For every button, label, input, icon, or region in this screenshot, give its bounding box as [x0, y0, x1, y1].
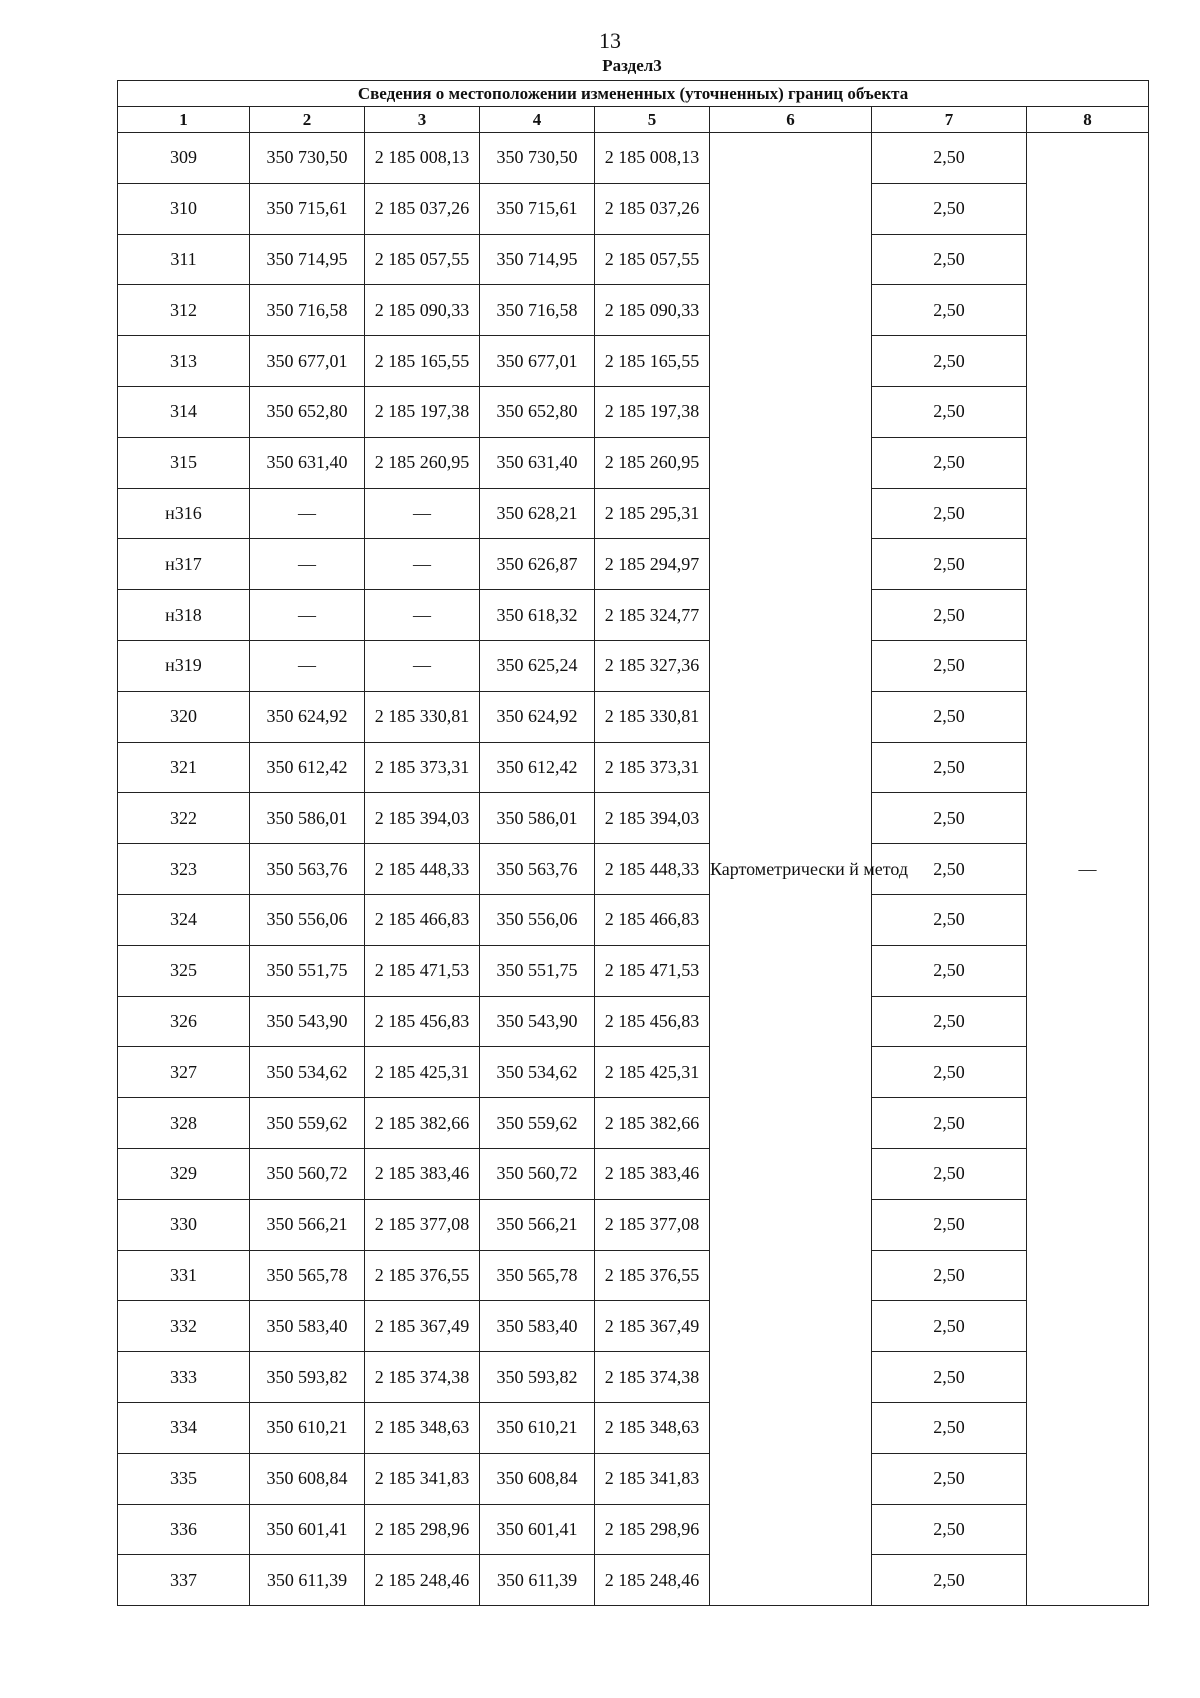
new-x-cell: 350 565,78	[480, 1250, 595, 1301]
new-y-cell: 2 185 394,03	[595, 793, 710, 844]
point-number-cell: 328	[118, 1098, 250, 1149]
old-x-cell: 350 611,39	[250, 1555, 365, 1606]
new-x-cell: 350 601,41	[480, 1504, 595, 1555]
new-x-cell: 350 583,40	[480, 1301, 595, 1352]
new-x-cell: 350 586,01	[480, 793, 595, 844]
old-y-cell: 2 185 383,46	[365, 1148, 480, 1199]
accuracy-cell: 2,50	[872, 234, 1027, 285]
new-x-cell: 350 563,76	[480, 844, 595, 895]
old-x-cell: —	[250, 590, 365, 641]
table-row	[118, 1402, 1149, 1453]
new-y-cell: 2 185 383,46	[595, 1148, 710, 1199]
old-x-cell: 350 534,62	[250, 1047, 365, 1098]
new-y-cell: 2 185 373,31	[595, 742, 710, 793]
new-x-cell: 350 560,72	[480, 1148, 595, 1199]
new-y-cell: 2 185 327,36	[595, 640, 710, 691]
old-y-cell: 2 185 374,38	[365, 1352, 480, 1403]
point-number-cell: 326	[118, 996, 250, 1047]
accuracy-cell: 2,50	[872, 1402, 1027, 1453]
accuracy-cell: 2,50	[872, 133, 1027, 184]
table-row	[118, 640, 1149, 691]
accuracy-cell: 2,50	[872, 742, 1027, 793]
old-y-cell: 2 185 341,83	[365, 1453, 480, 1504]
new-x-cell: 350 534,62	[480, 1047, 595, 1098]
point-number-cell: 336	[118, 1504, 250, 1555]
point-number-cell: н318	[118, 590, 250, 641]
old-x-cell: —	[250, 640, 365, 691]
point-number-cell: 332	[118, 1301, 250, 1352]
new-x-cell: 350 716,58	[480, 285, 595, 336]
point-number-cell: 323	[118, 844, 250, 895]
new-x-cell: 350 631,40	[480, 437, 595, 488]
table-row	[118, 437, 1149, 488]
old-y-cell: —	[365, 488, 480, 539]
section-title: Раздел3	[602, 56, 662, 75]
old-x-cell: 350 560,72	[250, 1148, 365, 1199]
table-row	[118, 1301, 1149, 1352]
new-y-cell: 2 185 165,55	[595, 336, 710, 387]
old-x-cell: 350 563,76	[250, 844, 365, 895]
accuracy-cell: 2,50	[872, 1352, 1027, 1403]
point-number-cell: 312	[118, 285, 250, 336]
new-x-cell: 350 715,61	[480, 183, 595, 234]
old-x-cell: 350 559,62	[250, 1098, 365, 1149]
old-x-cell: 350 714,95	[250, 234, 365, 285]
old-y-cell: 2 185 260,95	[365, 437, 480, 488]
description-cell: —	[1027, 133, 1149, 1606]
accuracy-cell: 2,50	[872, 1301, 1027, 1352]
old-y-cell: 2 185 367,49	[365, 1301, 480, 1352]
old-x-cell: 350 612,42	[250, 742, 365, 793]
column-number: 5	[595, 107, 710, 133]
new-y-cell: 2 185 197,38	[595, 386, 710, 437]
new-y-cell: 2 185 294,97	[595, 539, 710, 590]
point-number-cell: 331	[118, 1250, 250, 1301]
old-y-cell: 2 185 008,13	[365, 133, 480, 184]
old-y-cell: —	[365, 640, 480, 691]
table-caption-row	[118, 81, 1149, 107]
column-number: 7	[872, 107, 1027, 133]
point-number-cell: 335	[118, 1453, 250, 1504]
new-y-cell: 2 185 057,55	[595, 234, 710, 285]
old-x-cell: 350 677,01	[250, 336, 365, 387]
new-y-cell: 2 185 456,83	[595, 996, 710, 1047]
old-y-cell: 2 185 394,03	[365, 793, 480, 844]
point-number-cell: 333	[118, 1352, 250, 1403]
table-row	[118, 996, 1149, 1047]
new-x-cell: 350 556,06	[480, 894, 595, 945]
new-x-cell: 350 543,90	[480, 996, 595, 1047]
new-x-cell: 350 730,50	[480, 133, 595, 184]
accuracy-cell: 2,50	[872, 1555, 1027, 1606]
table-row	[118, 1148, 1149, 1199]
new-y-cell: 2 185 374,38	[595, 1352, 710, 1403]
accuracy-cell: 2,50	[872, 336, 1027, 387]
column-number-row	[118, 107, 1149, 133]
old-x-cell: 350 715,61	[250, 183, 365, 234]
table-row	[118, 488, 1149, 539]
old-y-cell: 2 185 197,38	[365, 386, 480, 437]
new-x-cell: 350 618,32	[480, 590, 595, 641]
point-number-cell: 325	[118, 945, 250, 996]
new-x-cell: 350 628,21	[480, 488, 595, 539]
table-row	[118, 1555, 1149, 1606]
new-x-cell: 350 566,21	[480, 1199, 595, 1250]
new-y-cell: 2 185 376,55	[595, 1250, 710, 1301]
old-y-cell: 2 185 471,53	[365, 945, 480, 996]
old-y-cell: 2 185 330,81	[365, 691, 480, 742]
page-number: 13	[599, 28, 621, 53]
new-y-cell: 2 185 466,83	[595, 894, 710, 945]
old-x-cell: 350 730,50	[250, 133, 365, 184]
accuracy-cell: 2,50	[872, 894, 1027, 945]
old-x-cell: —	[250, 488, 365, 539]
new-x-cell: 350 610,21	[480, 1402, 595, 1453]
old-y-cell: 2 185 090,33	[365, 285, 480, 336]
new-y-cell: 2 185 295,31	[595, 488, 710, 539]
old-y-cell: 2 185 376,55	[365, 1250, 480, 1301]
new-x-cell: 350 626,87	[480, 539, 595, 590]
table-row	[118, 1453, 1149, 1504]
column-number: 4	[480, 107, 595, 133]
old-y-cell: 2 185 248,46	[365, 1555, 480, 1606]
new-x-cell: 350 559,62	[480, 1098, 595, 1149]
new-x-cell: 350 551,75	[480, 945, 595, 996]
table-row	[118, 1047, 1149, 1098]
table-row	[118, 234, 1149, 285]
table-row	[118, 539, 1149, 590]
new-x-cell: 350 714,95	[480, 234, 595, 285]
new-y-cell: 2 185 248,46	[595, 1555, 710, 1606]
accuracy-cell: 2,50	[872, 437, 1027, 488]
table-row	[118, 1504, 1149, 1555]
column-number: 2	[250, 107, 365, 133]
accuracy-cell: 2,50	[872, 1098, 1027, 1149]
point-number-cell: н319	[118, 640, 250, 691]
point-number-cell: 320	[118, 691, 250, 742]
accuracy-cell: 2,50	[872, 1453, 1027, 1504]
point-number-cell: 314	[118, 386, 250, 437]
accuracy-cell: 2,50	[872, 1148, 1027, 1199]
point-number-cell: 337	[118, 1555, 250, 1606]
old-x-cell: —	[250, 539, 365, 590]
accuracy-cell: 2,50	[872, 539, 1027, 590]
new-x-cell: 350 608,84	[480, 1453, 595, 1504]
old-y-cell: 2 185 348,63	[365, 1402, 480, 1453]
new-y-cell: 2 185 448,33	[595, 844, 710, 895]
accuracy-cell: 2,50	[872, 945, 1027, 996]
new-y-cell: 2 185 090,33	[595, 285, 710, 336]
table-row	[118, 386, 1149, 437]
new-y-cell: 2 185 330,81	[595, 691, 710, 742]
old-x-cell: 350 593,82	[250, 1352, 365, 1403]
accuracy-cell: 2,50	[872, 386, 1027, 437]
new-x-cell: 350 611,39	[480, 1555, 595, 1606]
new-x-cell: 350 677,01	[480, 336, 595, 387]
point-number-cell: 313	[118, 336, 250, 387]
old-x-cell: 350 565,78	[250, 1250, 365, 1301]
table-row	[118, 1250, 1149, 1301]
new-y-cell: 2 185 341,83	[595, 1453, 710, 1504]
point-number-cell: 309	[118, 133, 250, 184]
new-x-cell: 350 612,42	[480, 742, 595, 793]
table-row	[118, 1199, 1149, 1250]
new-x-cell: 350 652,80	[480, 386, 595, 437]
new-y-cell: 2 185 471,53	[595, 945, 710, 996]
old-y-cell: 2 185 165,55	[365, 336, 480, 387]
old-y-cell: 2 185 425,31	[365, 1047, 480, 1098]
point-number-cell: 324	[118, 894, 250, 945]
table-row	[118, 1098, 1149, 1149]
point-number-cell: 315	[118, 437, 250, 488]
accuracy-cell: 2,50	[872, 1504, 1027, 1555]
table-row	[118, 945, 1149, 996]
table-row	[118, 742, 1149, 793]
old-x-cell: 350 566,21	[250, 1199, 365, 1250]
column-number: 6	[710, 107, 872, 133]
new-x-cell: 350 593,82	[480, 1352, 595, 1403]
accuracy-cell: 2,50	[872, 183, 1027, 234]
accuracy-cell: 2,50	[872, 793, 1027, 844]
new-y-cell: 2 185 348,63	[595, 1402, 710, 1453]
accuracy-cell: 2,50	[872, 488, 1027, 539]
accuracy-cell: 2,50	[872, 996, 1027, 1047]
old-x-cell: 350 551,75	[250, 945, 365, 996]
old-y-cell: 2 185 037,26	[365, 183, 480, 234]
new-y-cell: 2 185 008,13	[595, 133, 710, 184]
new-y-cell: 2 185 382,66	[595, 1098, 710, 1149]
table-row	[118, 691, 1149, 742]
old-x-cell: 350 716,58	[250, 285, 365, 336]
old-y-cell: 2 185 373,31	[365, 742, 480, 793]
accuracy-cell: 2,50	[872, 691, 1027, 742]
old-y-cell: 2 185 448,33	[365, 844, 480, 895]
old-y-cell: 2 185 382,66	[365, 1098, 480, 1149]
table-row	[118, 590, 1149, 641]
old-x-cell: 350 556,06	[250, 894, 365, 945]
old-y-cell: 2 185 298,96	[365, 1504, 480, 1555]
old-y-cell: 2 185 377,08	[365, 1199, 480, 1250]
old-y-cell: —	[365, 590, 480, 641]
old-x-cell: 350 624,92	[250, 691, 365, 742]
old-x-cell: 350 543,90	[250, 996, 365, 1047]
point-number-cell: 322	[118, 793, 250, 844]
new-y-cell: 2 185 037,26	[595, 183, 710, 234]
old-x-cell: 350 608,84	[250, 1453, 365, 1504]
column-number: 8	[1027, 107, 1149, 133]
accuracy-cell: 2,50	[872, 1199, 1027, 1250]
new-x-cell: 350 624,92	[480, 691, 595, 742]
method-cell: Картометрически й метод	[710, 133, 872, 1606]
accuracy-cell: 2,50	[872, 844, 1027, 895]
old-y-cell: —	[365, 539, 480, 590]
old-y-cell: 2 185 456,83	[365, 996, 480, 1047]
point-number-cell: 310	[118, 183, 250, 234]
point-number-cell: 327	[118, 1047, 250, 1098]
point-number-cell: н317	[118, 539, 250, 590]
accuracy-cell: 2,50	[872, 1047, 1027, 1098]
old-x-cell: 350 586,01	[250, 793, 365, 844]
point-number-cell: 311	[118, 234, 250, 285]
new-y-cell: 2 185 377,08	[595, 1199, 710, 1250]
new-x-cell: 350 625,24	[480, 640, 595, 691]
table-row	[118, 894, 1149, 945]
old-x-cell: 350 652,80	[250, 386, 365, 437]
table-row	[118, 133, 1149, 184]
table-row	[118, 336, 1149, 387]
old-x-cell: 350 631,40	[250, 437, 365, 488]
accuracy-cell: 2,50	[872, 285, 1027, 336]
accuracy-cell: 2,50	[872, 640, 1027, 691]
new-y-cell: 2 185 324,77	[595, 590, 710, 641]
old-y-cell: 2 185 057,55	[365, 234, 480, 285]
table-body	[118, 133, 1149, 1606]
table-row	[118, 793, 1149, 844]
new-y-cell: 2 185 260,95	[595, 437, 710, 488]
point-number-cell: 329	[118, 1148, 250, 1199]
new-y-cell: 2 185 298,96	[595, 1504, 710, 1555]
old-x-cell: 350 601,41	[250, 1504, 365, 1555]
table-caption: Сведения о местоположении измененных (уточненных) границ объекта	[118, 81, 1149, 107]
point-number-cell: н316	[118, 488, 250, 539]
new-y-cell: 2 185 425,31	[595, 1047, 710, 1098]
table-row	[118, 183, 1149, 234]
old-y-cell: 2 185 466,83	[365, 894, 480, 945]
column-number: 1	[118, 107, 250, 133]
coordinates-table	[117, 80, 1149, 1606]
column-number: 3	[365, 107, 480, 133]
point-number-cell: 321	[118, 742, 250, 793]
old-x-cell: 350 610,21	[250, 1402, 365, 1453]
new-y-cell: 2 185 367,49	[595, 1301, 710, 1352]
table-row	[118, 844, 1149, 895]
accuracy-cell: 2,50	[872, 590, 1027, 641]
table-row	[118, 1352, 1149, 1403]
accuracy-cell: 2,50	[872, 1250, 1027, 1301]
point-number-cell: 334	[118, 1402, 250, 1453]
table-row	[118, 285, 1149, 336]
point-number-cell: 330	[118, 1199, 250, 1250]
old-x-cell: 350 583,40	[250, 1301, 365, 1352]
